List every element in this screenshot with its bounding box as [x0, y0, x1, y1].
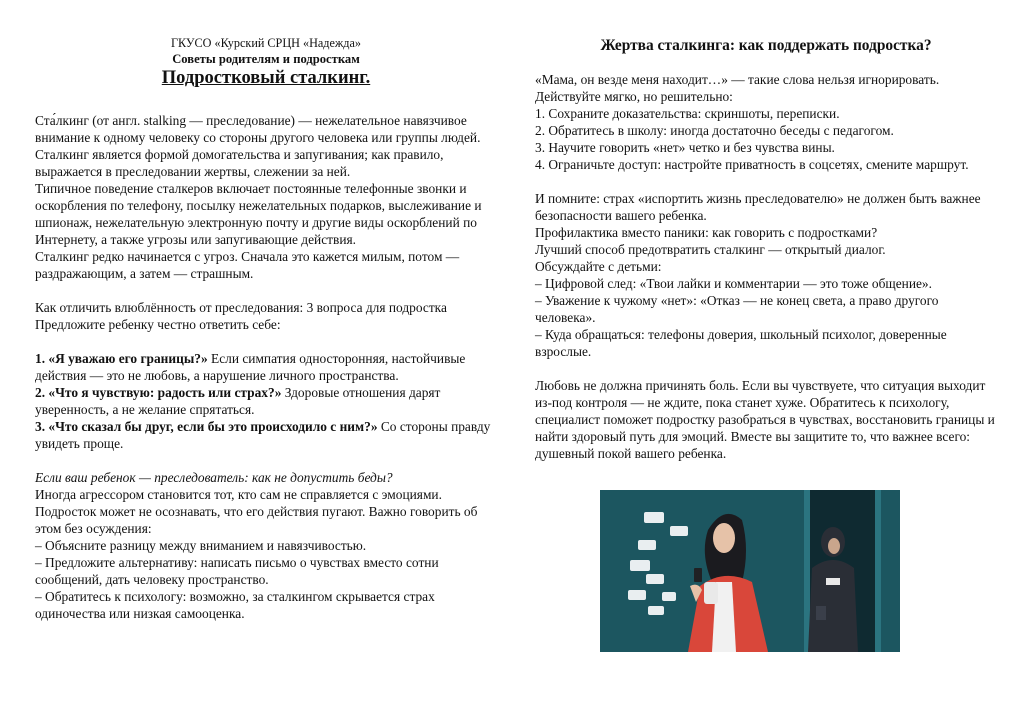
right-title: Жертва сталкинга: как поддержать подростка? [600, 37, 932, 54]
left-body [35, 112, 497, 622]
start-paragraph: Сталкинг редко начинается с угроз. Сначала это кажется милым, потом — раздражающим, а затем — страшным. [35, 249, 460, 281]
right-body [535, 71, 997, 462]
prevention-heading: Профилактика вместо паники: как говорить с подростками? [535, 225, 878, 240]
suggest-line: Предложите ребенку честно ответить себе: [35, 317, 281, 332]
aggressor-paragraph: Иногда агрессором становится тот, кто сам не справляется с эмоциями. Подросток может не осознавать, что его действия пугают. Важно говорить об этом без осуждения: [35, 487, 478, 536]
list-item: – Куда обращаться: телефоны доверия, школьный психолог, доверенные взрослые. [535, 327, 947, 359]
question-1-bold: 1. «Я уважаю его границы?» [35, 351, 208, 366]
question-3-bold: 3. «Что сказал бы друг, если бы это происходило с ним?» [35, 419, 378, 434]
list-item: – Цифровой след: «Твои лайки и комментарии — это тоже общение». [535, 276, 932, 291]
question-2-bold: 2. «Что я чувствую: радость или страх?» [35, 385, 282, 400]
question-3-text: Со стороны правду увидеть проще. [35, 419, 491, 451]
list-item: – Объясните разницу между вниманием и навязчивостью. [35, 538, 367, 553]
how-to-tell-heading: Как отличить влюблённость от преследования: 3 вопроса для подростка [35, 300, 447, 315]
behavior-paragraph: Типичное поведение сталкеров включает постоянные телефонные звонки и оскорбления по телефону, посылку нежелательных подарков, выслеживание и шпионаж, нежелательную электронную почту и другие виды оскорблений по Интернету, а также угрозы или запугивающие действия. [35, 181, 482, 247]
question-3 [35, 418, 497, 452]
question-1-text: Если симпатия односторонняя, настойчивые действия — это не любовь, а нарушение личного пространства. [35, 351, 466, 383]
intro-paragraph: «Мама, он везде меня находит…» — такие слова нельзя игнорировать. Действуйте мягко, но решительно: [535, 72, 940, 104]
organization-name: ГКУСО «Курский СРЦН «Надежда» [170, 36, 362, 50]
if-child-heading: Если ваш ребенок — преследователь: как не допустить беды? [35, 470, 393, 485]
girl-with-phone-and-stalker-icon [600, 490, 900, 652]
step-item: 1. Сохраните доказательства: скриншоты, переписки. [535, 106, 840, 121]
advice-subtitle: Советы родителям и подросткам [172, 52, 360, 66]
question-2-text: Здоровые отношения дарят уверенность, а не желание спрятаться. [35, 385, 441, 417]
list-item: – Предложите альтернативу: написать письмо о чувствах вместо сотни сообщений, дать человеку пространство. [35, 555, 439, 587]
definition-paragraph: Ста́лкинг (от англ. stalking — преследование) — нежелательное навязчивое внимание к одному человеку со стороны другого человека или группы людей. Сталкинг является формой домогательства и запугивания; как правило, выражается в преследовании жертвы, слежении за ней. [35, 113, 481, 179]
remember-paragraph: И помните: страх «испортить жизнь преследователю» не должен быть важнее безопасности вашего ребенка. [535, 191, 981, 223]
step-item: 4. Ограничьте доступ: настройте приватность в соцсетях, смените маршрут. [535, 157, 969, 172]
closing-paragraph: Любовь не должна причинять боль. Если вы чувствуете, что ситуация выходит из-под контроля — не ждите, пока станет хуже. Обратитесь к психологу, специалист поможет подростку разобраться в чувствах, восстановить границы и найти здоровый путь для эмоций. Вместе вы защитите то, что важнее всего: душевный покой вашего ребенка. [535, 378, 995, 461]
list-item: – Обратитесь к психологу: возможно, за сталкингом скрывается страх одиночества или низкая самооценка. [35, 589, 435, 621]
step-item: 3. Научите говорить «нет» четко и без чувства вины. [535, 140, 835, 155]
question-1 [35, 350, 497, 384]
step-item: 2. Обратитесь в школу: иногда достаточно беседы с педагогом. [535, 123, 894, 138]
page-title: Подростковый сталкинг. [161, 68, 371, 88]
discuss-line: Обсуждайте с детьми: [535, 259, 662, 274]
question-2 [35, 384, 497, 418]
list-item: – Уважение к чужому «нет»: «Отказ — не конец света, а право другого человека». [535, 293, 939, 325]
best-way-line: Лучший способ предотвратить сталкинг — открытый диалог. [535, 242, 886, 257]
